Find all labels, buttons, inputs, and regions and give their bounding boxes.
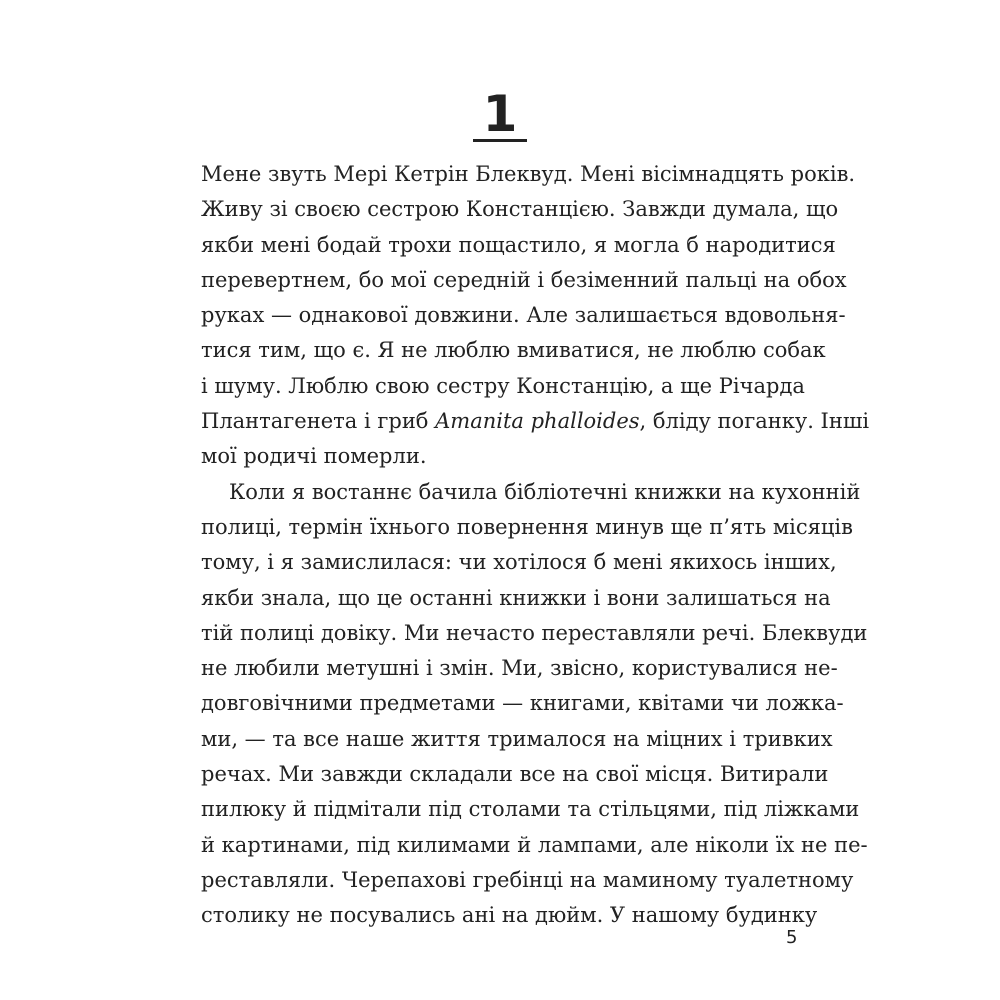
text-line: пилюку й підмітали під столами та стільцями, під ліжками [201, 797, 860, 822]
text-line: якби знала, що це останні книжки і вони залишаться на [201, 585, 831, 610]
text-line: тому, і я замислилася: чи хотілося б мені якихось інших, [201, 550, 837, 575]
text-segment: Плантагенета і гриб [201, 409, 436, 434]
text-line: тій полиці довіку. Ми нечасто переставляли речі. Блеквуди [201, 620, 868, 645]
text-line: полиці, термін їхнього повернення минув ще п’ять місяців [201, 514, 853, 539]
text-line: й картинами, під килимами й лампами, але ніколи їх не пе- [201, 832, 868, 857]
text-line: якби мені бодай трохи пощастило, я могла б народитися [201, 232, 836, 257]
chapter-number [0, 84, 1000, 144]
text-line [201, 404, 870, 439]
text-line: довговічними предметами — книгами, квітами чи ложка- [201, 691, 844, 716]
text-line: реставляли. Черепахові гребінці на маминому туалетному [201, 867, 854, 892]
text-line: ми, — та все наше життя трималося на міцних і тривких [201, 726, 833, 751]
text-line: перевертнем, бо мої середній і безіменний пальці на обох [201, 267, 847, 292]
text-line: Коли я востаннє бачила бібліотечні книжки на кухонній [229, 479, 861, 504]
paragraph-2 [201, 475, 868, 934]
text-line: Мене звуть Мері Кетрін Блеквуд. Мені вісімнадцять років. [201, 162, 856, 186]
chapter-number-text: 1 [473, 89, 528, 142]
page-number: 5 [786, 927, 798, 948]
text-line: Живу зі своєю сестрою Констанцією. Завжди думала, що [201, 197, 839, 222]
text-line: тися тим, що є. Я не люблю вмиватися, не люблю собак [201, 338, 826, 363]
text-line: і шуму. Люблю свою сестру Констанцію, а ще Річарда [201, 373, 805, 398]
body-text [201, 157, 870, 934]
text-line: речах. Ми завжди складали все на свої місця. Витирали [201, 762, 829, 787]
text-line: столику не посувались ані на дюйм. У нашому будинку [201, 903, 818, 928]
paragraph-1 [201, 157, 870, 475]
species-name-italic: Amanita phalloides [435, 409, 640, 434]
text-line: мої родичі померли. [201, 444, 427, 469]
text-line: руках — однакової довжини. Але залишається вдовольня- [201, 303, 846, 328]
text-segment: , бліду поганку. Інші [639, 409, 870, 434]
text-line: не любили метушні і змін. Ми, звісно, користувалися не- [201, 656, 838, 681]
